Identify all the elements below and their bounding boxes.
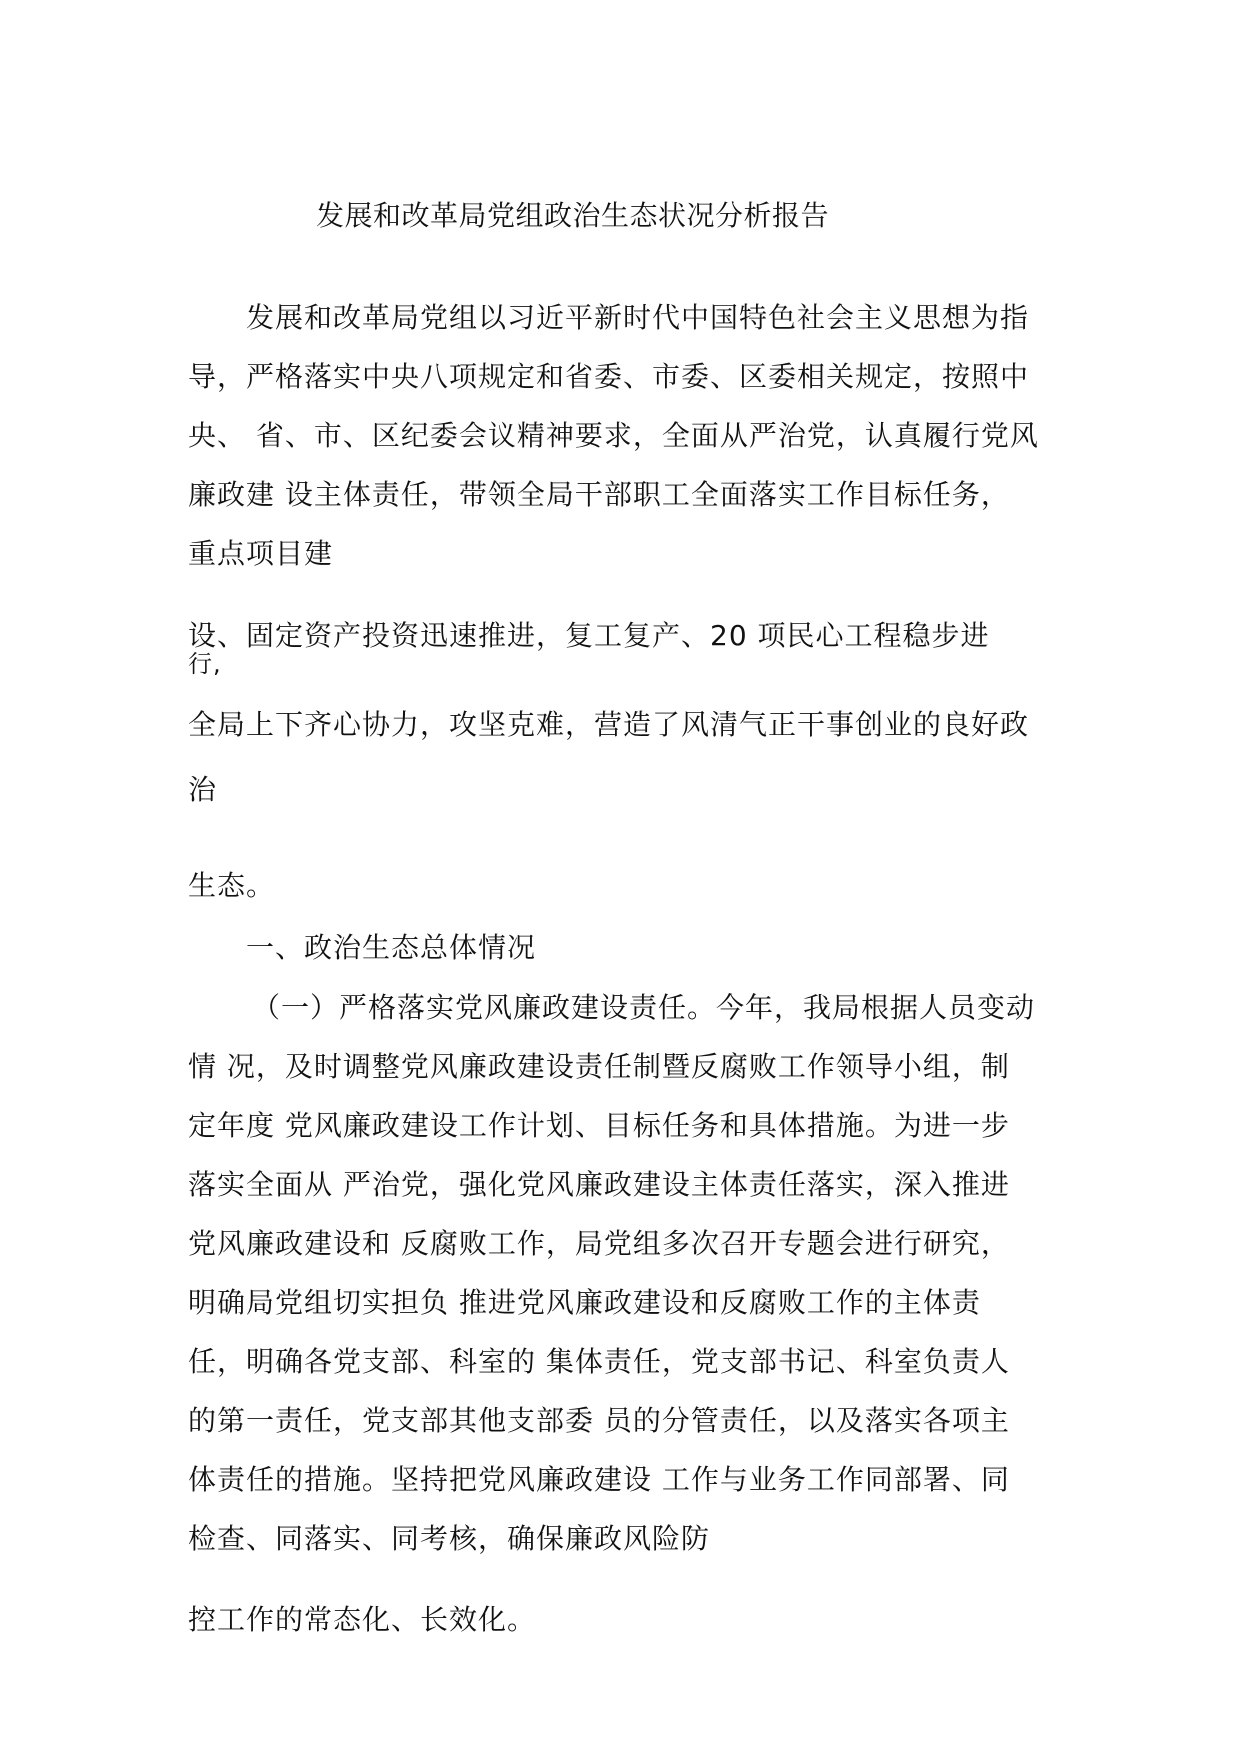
section-line-9: 体责任的措施。坚持把党风廉政建设 工作与业务工作同部署、同 — [188, 1463, 1010, 1496]
intro-line-8: 全局上下齐心协力，攻坚克难，营造了风清气正干事创业的良好政 — [188, 708, 1030, 741]
intro-line-1: 发展和改革局党组以习近平新时代中国特色社会主义思想为指 — [246, 301, 1030, 334]
intro-line-4: 廉政建 设主体责任，带领全局干部职工全面落实工作目标任务， — [188, 478, 1010, 511]
section-line-6: 明确局党组切实担负 推进党风廉政建设和反腐败工作的主体责 — [188, 1286, 981, 1319]
intro-line-7: 行, — [188, 650, 222, 678]
section-line-4: 落实全面从 严治党，强化党风廉政建设主体责任落实，深入推进 — [188, 1168, 1010, 1201]
document-title: 发展和改革局党组政治生态状况分析报告 — [316, 199, 830, 232]
section-line-8: 的第一责任，党支部其他支部委 员的分管责任，以及落实各项主 — [188, 1404, 1010, 1437]
intro-line-9: 治 — [188, 773, 218, 806]
intro-line-6: 设、固定资产投资迅速推进，复工复产、20 项民心工程稳步进 — [188, 619, 990, 652]
section-line-5: 党风廉政建设和 反腐败工作，局党组多次召开专题会进行研究， — [188, 1227, 1010, 1260]
intro-line-5: 重点项目建 — [188, 537, 334, 570]
section-heading: 一、政治生态总体情况 — [246, 931, 537, 964]
section-line-3: 定年度 党风廉政建设工作计划、目标任务和具体措施。为进一步 — [188, 1109, 1010, 1142]
intro-line-10: 生态。 — [188, 869, 276, 902]
section-line-7: 任，明确各党支部、科室的 集体责任，党支部书记、科室负责人 — [188, 1345, 1010, 1378]
intro-line-2: 导，严格落实中央八项规定和省委、市委、区委相关规定，按照中 — [188, 360, 1030, 393]
section-line-11: 控工作的常态化、长效化。 — [188, 1603, 537, 1636]
intro-line-3: 央、 省、市、区纪委会议精神要求，全面从严治党，认真履行党风 — [188, 419, 1039, 452]
section-line-10: 检查、同落实、同考核，确保廉政风险防 — [188, 1522, 711, 1555]
section-line-1: （一）严格落实党风廉政建设责任。今年，我局根据人员变动 — [252, 991, 1036, 1024]
section-line-2: 情 况，及时调整党风廉政建设责任制暨反腐败工作领导小组，制 — [188, 1050, 1010, 1083]
